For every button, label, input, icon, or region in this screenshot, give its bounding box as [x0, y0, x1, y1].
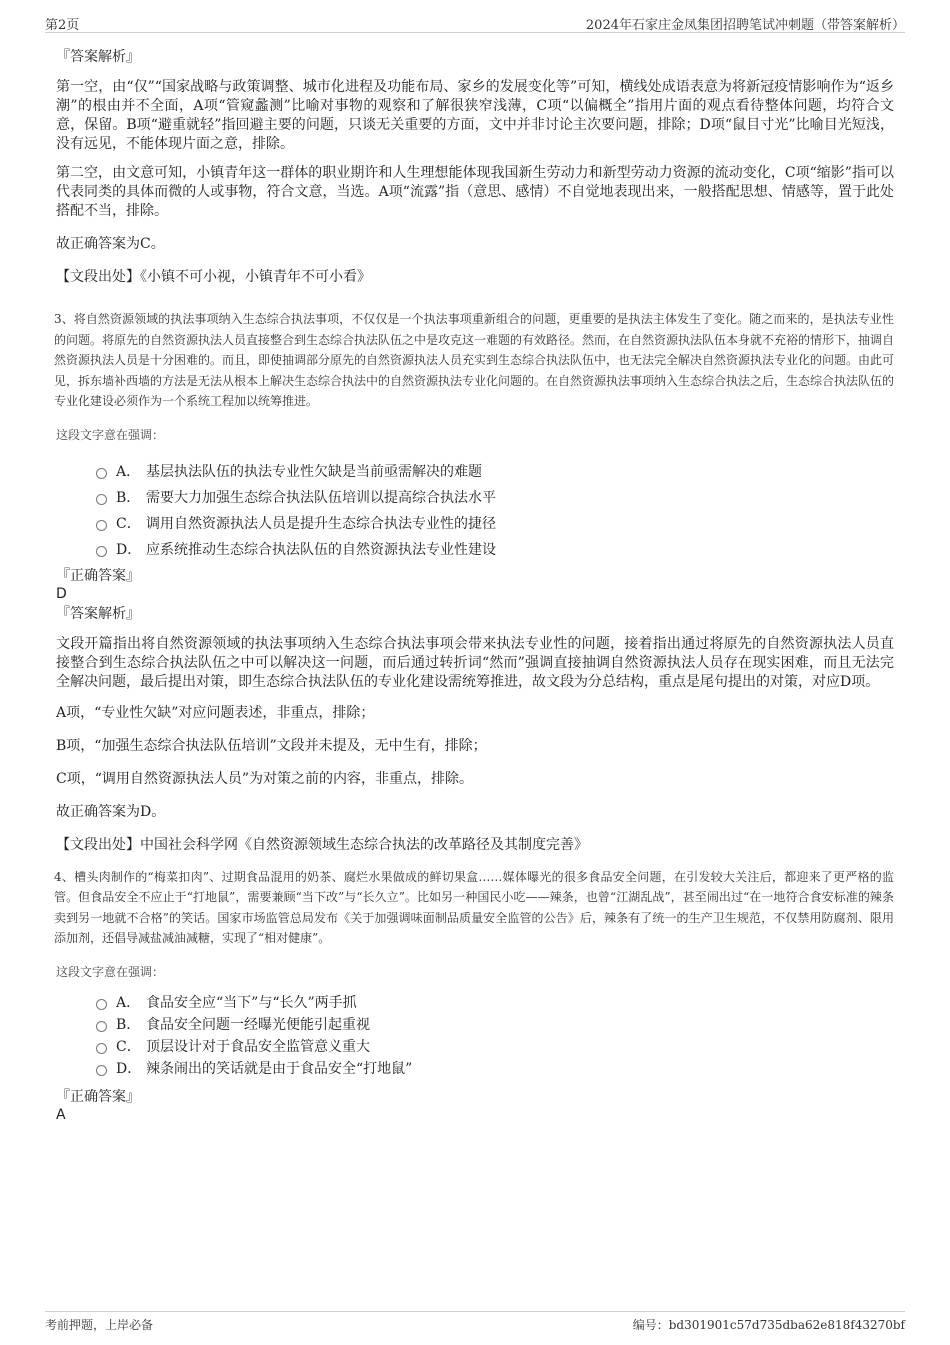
radio-icon[interactable]: [96, 468, 107, 479]
option-b[interactable]: B． 食品安全问题一经曝光便能引起重视: [96, 1014, 894, 1036]
radio-icon[interactable]: [96, 546, 107, 557]
question-prompt: 这段文字意在强调：: [56, 427, 165, 442]
correct-answer-label: 『正确答案』: [56, 1088, 140, 1105]
analysis-label: 『答案解析』: [56, 49, 140, 65]
source-citation: 【文段出处】《小镇不可小视，小镇青年不可小看》: [56, 269, 371, 285]
radio-icon[interactable]: [96, 1021, 107, 1032]
analysis-paragraph: 第一空，由“仅”“国家战略与政策调整、城市化进程及功能布局、家乡的发展变化等”可知，横线处成语表意为将新冠疫情影响作为“返乡潮”的根由并不全面，A项“管窥蠡测”比喻对事物的观察和了解很狭窄浅薄，C项“以偏概全”指用片面的观点看待整体问题，均符合文意，保留。B项“避重就轻”指回避主要的问题，只谈无关重要的方面，文中并非讨论主次要问题，排除；D项“鼠目寸光”比喻目光短浅，没有远见，不能体现片面之意，排除。: [56, 79, 894, 152]
option-d[interactable]: D． 辣条闹出的笑话就是由于食品安全“打地鼠”: [96, 1058, 894, 1080]
option-c[interactable]: C． 调用自然资源执法人员是提升生态综合执法专业性的捷径: [96, 511, 894, 537]
correct-answer-label: 『正确答案』: [56, 567, 140, 584]
source-citation: 【文段出处】中国社会科学网《自然资源领域生态综合执法的改革路径及其制度完善》: [56, 836, 588, 853]
question-stem: 3、将自然资源领域的执法事项纳入生态综合执法事项，不仅仅是一个执法事项重新组合的问题，更重要的是执法主体发生了变化。随之而来的，是执法专业性的问题。将原先的自然资源执法人员直接整合到生态综合执法队伍之中是攻克这一难题的有效路径。然而，在自然资源执法队伍本身就不充裕的情形下，抽调自然资源执法人员是十分困难的。而且，即使抽调部分原先的自然资源执法人员充实到生态综合执法队伍中，也无法完全解决自然资源执法专业化的问题。由此可见，拆东墙补西墙的方法是无法从根本上解决生态综合执法中的自然资源执法专业化问题的。在自然资源执法事项纳入生态综合执法之后，生态综合执法队伍的专业化建设必须作为一个系统工程加以统筹推进。: [54, 312, 895, 408]
radio-icon[interactable]: [96, 1065, 107, 1076]
correct-answer: D: [56, 585, 67, 602]
option-note-b: B项，“加强生态综合执法队伍培训”文段并未提及，无中生有，排除；: [56, 737, 487, 754]
option-d[interactable]: D． 应系统推动生态综合执法队伍的自然资源执法专业性建设: [96, 537, 894, 563]
analysis-paragraph: 第二空，由文意可知，小镇青年这一群体的职业期许和人生理想能体现我国新生劳动力和新型劳动力资源的流动变化，C项“缩影”指可以代表同类的具体而微的人或事物，符合文意，当选。A项“流露”指（意思、感情）不自觉地表现出来，一般搭配思想、情感等，置于此处搭配不当，排除。: [56, 165, 894, 219]
option-list: [96, 992, 894, 1080]
page-content: [56, 44, 894, 1124]
page-footer: [45, 1311, 905, 1336]
document-title: 2024年石家庄金凤集团招聘笔试冲刺题（带答案解析）: [585, 18, 905, 33]
radio-icon[interactable]: [96, 520, 107, 531]
radio-icon[interactable]: [96, 1043, 107, 1054]
option-b[interactable]: B． 需要大力加强生态综合执法队伍培训以提高综合执法水平: [96, 485, 894, 511]
answer-conclusion: 故正确答案为C。: [56, 236, 165, 252]
option-a[interactable]: A． 食品安全应“当下”与“长久”两手抓: [96, 992, 894, 1014]
analysis-paragraph: 文段开篇指出将自然资源领域的执法事项纳入生态综合执法事项会带来执法专业性的问题，接着指出通过将原先的自然资源执法人员直接整合到生态综合执法队伍之中可以解决这一问题，而后通过转折词“然而”强调直接抽调自然资源执法人员存在现实困难，而且无法完全解决问题，最后提出对策，即生态综合执法队伍的专业化建设需统筹推进，故文段为分总结构，重点是尾句提出的对策，对应D项。: [56, 635, 894, 690]
option-a[interactable]: A． 基层执法队伍的执法专业性欠缺是当前亟需解决的难题: [96, 459, 894, 485]
option-list: [96, 459, 894, 563]
option-note-a: A项，“专业性欠缺”对应问题表述，非重点，排除；: [56, 704, 375, 721]
footer-slogan: 考前押题，上岸必备: [45, 1318, 154, 1332]
radio-icon[interactable]: [96, 494, 107, 505]
question-prompt: 这段文字意在强调：: [56, 964, 165, 979]
radio-icon[interactable]: [96, 999, 107, 1010]
option-c[interactable]: C． 顶层设计对于食品安全监管意义重大: [96, 1036, 894, 1058]
document-id: 编号：bd301901c57d735dba62e818f43270bf: [632, 1318, 905, 1332]
question-stem: 4、槽头肉制作的“梅菜扣肉”、过期食品混用的奶茶、腐烂水果做成的鲜切果盒……媒体曝光的很多食品安全问题，在引发较大关注后，都迎来了更严格的监管。但食品安全不应止于“打地鼠”，需要兼顾“当下改”与“长久立”。比如另一种国民小吃——辣条，也曾“江湖乱战”，甚至闹出过“在一地符合食安标准的辣条卖到另一地就不合格”的笑话。国家市场监管总局发布《关于加强调味面制品质量安全监管的公告》后，辣条有了统一的生产卫生规范，不仅禁用防腐剂、限用添加剂，还倡导减盐减油减糖，实现了“相对健康”。: [54, 869, 894, 945]
correct-answer: A: [56, 1106, 66, 1123]
page-number: 第2页: [45, 18, 80, 33]
answer-conclusion: 故正确答案为D。: [56, 803, 166, 820]
analysis-label: 『答案解析』: [56, 605, 140, 622]
option-note-c: C项，“调用自然资源执法人员”为对策之前的内容，非重点，排除。: [56, 770, 474, 787]
page-header: [45, 10, 905, 33]
